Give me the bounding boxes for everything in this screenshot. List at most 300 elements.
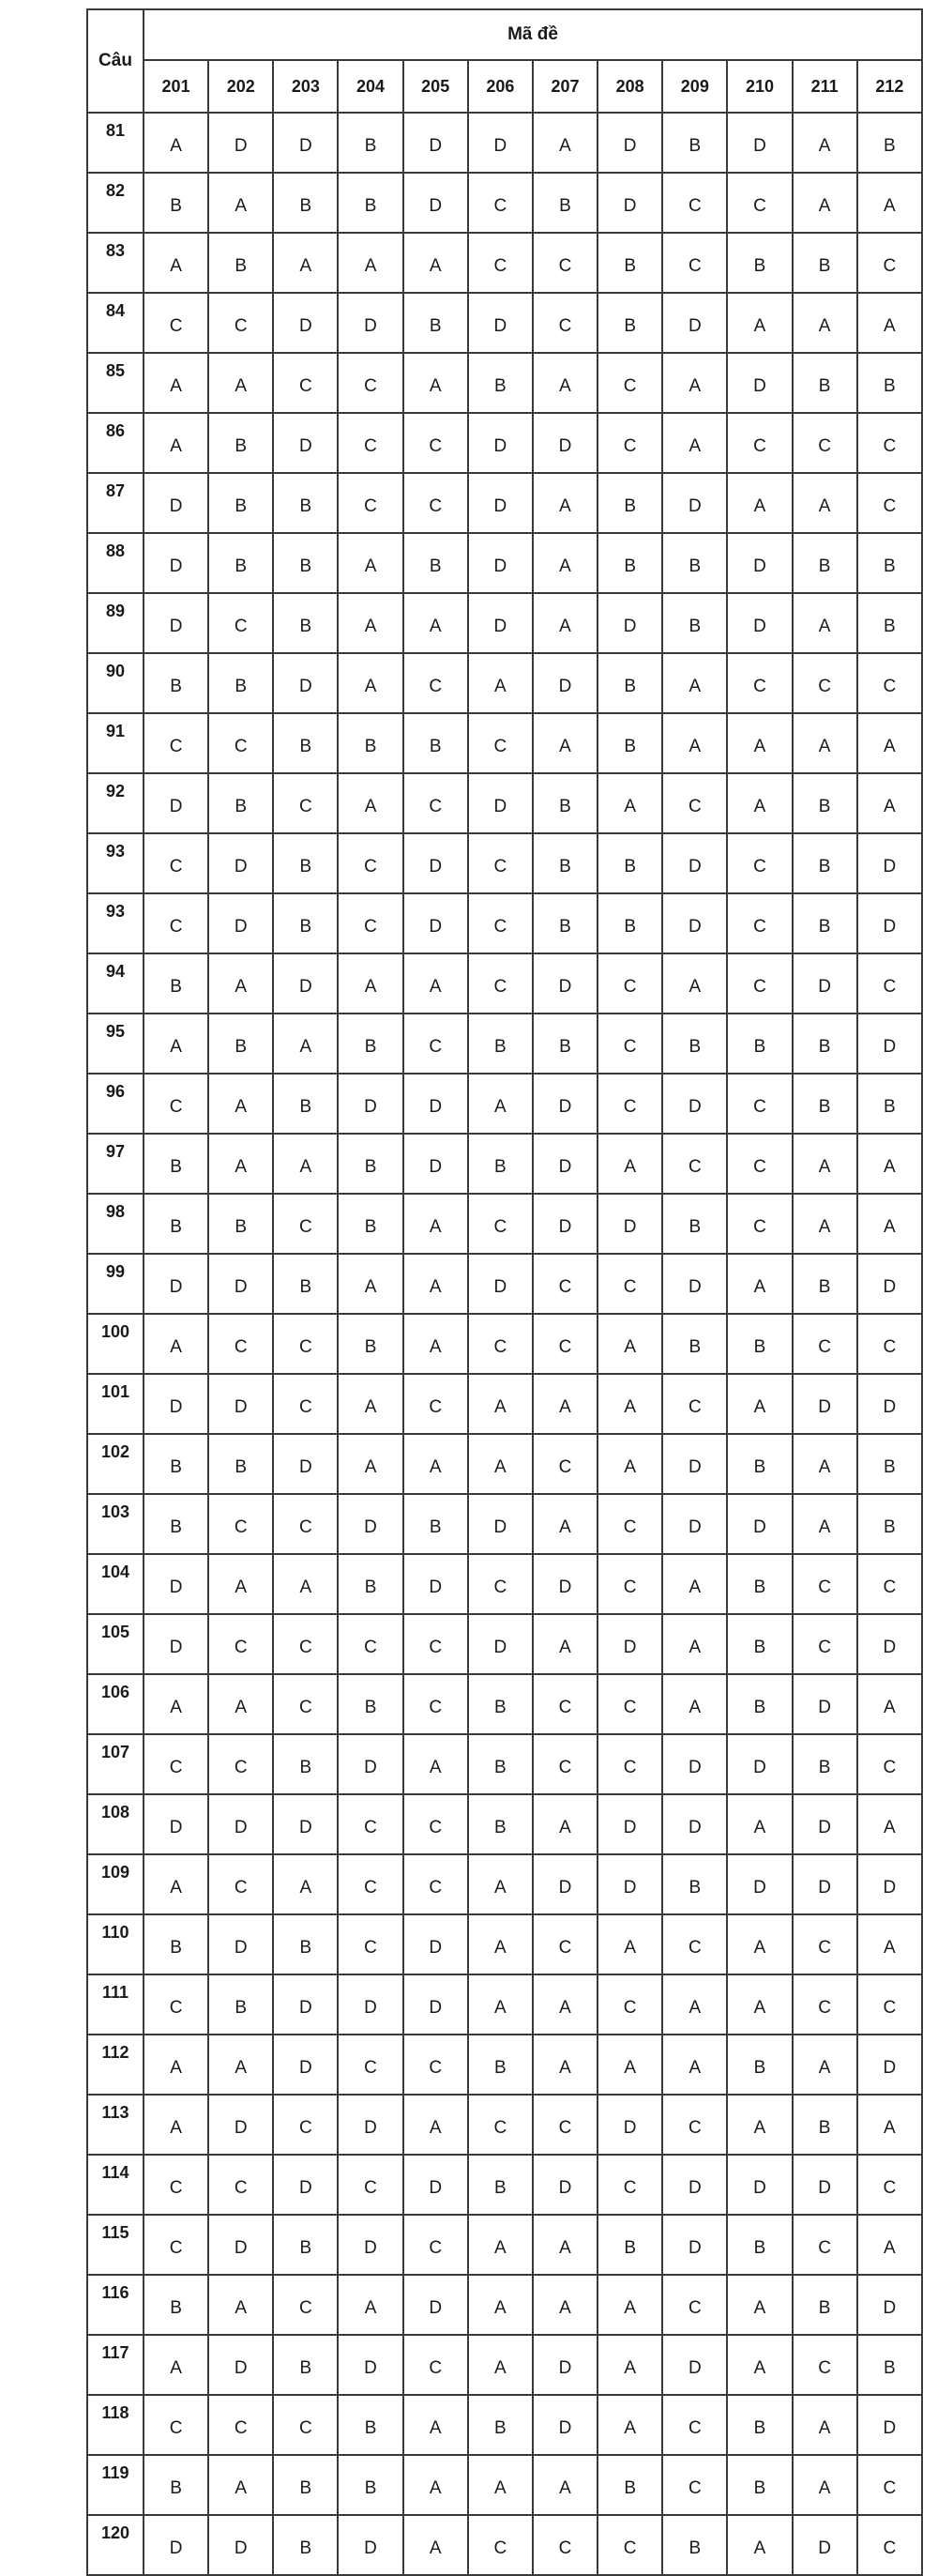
exam-code-header: 208 [598, 60, 662, 113]
answer-cell: B [273, 173, 338, 233]
answer-cell: A [468, 2455, 533, 2515]
answer-cell: D [338, 1494, 402, 1554]
answer-cell: B [403, 713, 468, 773]
answer-cell: A [403, 1194, 468, 1254]
answer-cell: D [857, 2395, 922, 2455]
answer-cell: D [533, 953, 598, 1014]
answer-cell: A [793, 713, 857, 773]
answer-cell: A [338, 2275, 402, 2335]
question-number-cell: 108 [87, 1794, 144, 1854]
answer-cell: A [338, 1374, 402, 1434]
answer-cell: C [403, 773, 468, 833]
answer-cell: D [598, 1794, 662, 1854]
answer-key-table [86, 8, 923, 2576]
answer-cell: D [403, 893, 468, 953]
answer-cell: A [598, 1134, 662, 1194]
answer-cell: D [598, 1614, 662, 1674]
table-row [87, 293, 922, 353]
answer-cell: A [857, 1674, 922, 1734]
header-row-top [87, 9, 922, 60]
answer-cell: C [273, 1194, 338, 1254]
answer-cell: B [468, 1014, 533, 1074]
table-row [87, 773, 922, 833]
answer-cell: A [727, 473, 792, 533]
table-row [87, 2515, 922, 2575]
answer-cell: A [144, 1014, 208, 1074]
answer-cell: C [468, 1554, 533, 1614]
table-row [87, 1374, 922, 1434]
answer-cell: D [793, 953, 857, 1014]
answer-cell: D [662, 1794, 727, 1854]
answer-cell: A [403, 2095, 468, 2155]
answer-cell: A [662, 953, 727, 1014]
answer-cell: B [273, 2515, 338, 2575]
answer-cell: A [662, 713, 727, 773]
answer-cell: D [468, 293, 533, 353]
answer-cell: A [273, 1854, 338, 1914]
answer-cell: B [273, 1734, 338, 1794]
answer-cell: B [727, 1674, 792, 1734]
answer-cell: B [208, 473, 273, 533]
answer-cell: D [533, 1194, 598, 1254]
answer-cell: B [403, 533, 468, 593]
answer-cell: C [857, 1734, 922, 1794]
answer-cell: B [338, 1554, 402, 1614]
answer-cell: B [338, 113, 402, 173]
answer-cell: D [144, 773, 208, 833]
answer-cell: A [857, 2215, 922, 2275]
answer-cell: B [662, 593, 727, 653]
answer-cell: B [144, 173, 208, 233]
answer-cell: B [793, 2275, 857, 2335]
answer-cell: B [793, 1254, 857, 1314]
question-number-cell: 92 [87, 773, 144, 833]
answer-cell: D [727, 113, 792, 173]
answer-cell: C [403, 1854, 468, 1914]
answer-cell: D [727, 533, 792, 593]
answer-cell: C [468, 1314, 533, 1374]
table-row [87, 713, 922, 773]
answer-cell: C [144, 1074, 208, 1134]
answer-cell: C [338, 1614, 402, 1674]
question-number-cell: 95 [87, 1014, 144, 1074]
answer-cell: D [338, 2215, 402, 2275]
answer-cell: C [144, 1734, 208, 1794]
question-number-cell: 107 [87, 1734, 144, 1794]
answer-cell: C [727, 893, 792, 953]
answer-cell: C [662, 233, 727, 293]
answer-cell: C [598, 2515, 662, 2575]
answer-cell: B [144, 1134, 208, 1194]
answer-cell: C [598, 1554, 662, 1614]
question-number-cell: 118 [87, 2395, 144, 2455]
answer-cell: B [662, 533, 727, 593]
answer-cell: B [208, 233, 273, 293]
table-row [87, 2095, 922, 2155]
answer-cell: D [533, 413, 598, 473]
answer-cell: A [793, 293, 857, 353]
table-row [87, 2035, 922, 2095]
answer-cell: C [533, 1734, 598, 1794]
answer-cell: C [468, 2515, 533, 2575]
answer-cell: A [273, 233, 338, 293]
exam-code-header: 203 [273, 60, 338, 113]
answer-cell: B [338, 713, 402, 773]
answer-cell: A [273, 1554, 338, 1614]
answer-cell: A [208, 1074, 273, 1134]
answer-cell: D [144, 533, 208, 593]
answer-cell: D [403, 2155, 468, 2215]
answer-cell: A [533, 1794, 598, 1854]
answer-cell: B [208, 1434, 273, 1494]
answer-cell: A [403, 953, 468, 1014]
answer-cell: A [598, 2035, 662, 2095]
answer-cell: B [533, 773, 598, 833]
answer-cell: C [533, 2095, 598, 2155]
answer-cell: D [208, 2215, 273, 2275]
answer-cell: C [793, 1974, 857, 2035]
table-row [87, 1914, 922, 1974]
answer-cell: B [857, 1434, 922, 1494]
answer-cell: B [273, 2335, 338, 2395]
answer-cell: B [144, 1194, 208, 1254]
answer-cell: C [533, 233, 598, 293]
exam-code-header: 209 [662, 60, 727, 113]
question-number-cell: 114 [87, 2155, 144, 2215]
answer-cell: C [468, 173, 533, 233]
answer-cell: D [793, 2515, 857, 2575]
answer-cell: B [662, 1854, 727, 1914]
answer-cell: C [144, 293, 208, 353]
answer-cell: C [662, 173, 727, 233]
answer-cell: D [857, 1854, 922, 1914]
answer-cell: C [662, 2395, 727, 2455]
answer-cell: A [793, 113, 857, 173]
answer-cell: A [793, 473, 857, 533]
answer-cell: A [598, 2275, 662, 2335]
answer-cell: B [208, 653, 273, 713]
answer-cell: C [144, 2155, 208, 2215]
question-number-cell: 116 [87, 2275, 144, 2335]
answer-cell: C [403, 2215, 468, 2275]
answer-cell: C [598, 1254, 662, 1314]
answer-cell: D [793, 2155, 857, 2215]
question-number-cell: 109 [87, 1854, 144, 1914]
table-row [87, 473, 922, 533]
answer-cell: B [857, 1494, 922, 1554]
answer-cell: C [208, 1614, 273, 1674]
answer-cell: D [144, 473, 208, 533]
answer-cell: D [662, 1254, 727, 1314]
answer-cell: C [857, 2155, 922, 2215]
answer-cell: B [273, 2455, 338, 2515]
question-number-cell: 119 [87, 2455, 144, 2515]
answer-cell: B [662, 1014, 727, 1074]
table-row [87, 1134, 922, 1194]
answer-cell: A [468, 2275, 533, 2335]
answer-cell: B [533, 833, 598, 893]
exam-code-group-header: Mã đề [144, 9, 922, 60]
answer-cell: D [468, 773, 533, 833]
table-row [87, 1734, 922, 1794]
table-row [87, 413, 922, 473]
answer-cell: C [793, 1914, 857, 1974]
answer-cell: A [403, 593, 468, 653]
answer-cell: A [403, 2455, 468, 2515]
answer-cell: A [598, 2395, 662, 2455]
answer-cell: C [857, 2515, 922, 2575]
answer-cell: A [793, 2455, 857, 2515]
answer-cell: C [403, 473, 468, 533]
answer-cell: A [727, 1254, 792, 1314]
answer-cell: C [403, 653, 468, 713]
answer-cell: C [662, 2095, 727, 2155]
answer-cell: D [273, 293, 338, 353]
question-number-cell: 96 [87, 1074, 144, 1134]
answer-cell: B [662, 2515, 727, 2575]
answer-cell: B [793, 1074, 857, 1134]
answer-cell: A [857, 1794, 922, 1854]
answer-cell: D [662, 1434, 727, 1494]
answer-cell: C [273, 2275, 338, 2335]
answer-cell: D [273, 413, 338, 473]
answer-cell: A [857, 1134, 922, 1194]
answer-cell: B [273, 533, 338, 593]
answer-cell: B [533, 1014, 598, 1074]
answer-cell: A [533, 1974, 598, 2035]
answer-cell: A [208, 1674, 273, 1734]
table-row [87, 2215, 922, 2275]
answer-cell: B [857, 1074, 922, 1134]
answer-cell: D [273, 653, 338, 713]
answer-cell: C [338, 893, 402, 953]
answer-cell: D [598, 113, 662, 173]
answer-rows [87, 113, 922, 2575]
answer-cell: B [727, 2035, 792, 2095]
answer-cell: D [533, 2335, 598, 2395]
answer-cell: D [727, 1494, 792, 1554]
answer-cell: C [727, 413, 792, 473]
answer-cell: C [338, 413, 402, 473]
answer-cell: A [533, 473, 598, 533]
table-row [87, 1254, 922, 1314]
table-row [87, 953, 922, 1014]
answer-cell: C [598, 1014, 662, 1074]
table-row [87, 2455, 922, 2515]
exam-code-header: 202 [208, 60, 273, 113]
answer-cell: C [857, 2455, 922, 2515]
answer-cell: C [793, 2335, 857, 2395]
answer-cell: B [338, 2395, 402, 2455]
answer-cell: D [857, 2035, 922, 2095]
answer-cell: A [857, 1914, 922, 1974]
exam-code-header: 204 [338, 60, 402, 113]
answer-cell: D [533, 2155, 598, 2215]
answer-cell: B [857, 533, 922, 593]
table-row [87, 1014, 922, 1074]
answer-cell: B [273, 473, 338, 533]
answer-cell: A [533, 533, 598, 593]
answer-cell: D [338, 2095, 402, 2155]
answer-cell: B [598, 2215, 662, 2275]
answer-cell: B [727, 1314, 792, 1374]
answer-cell: D [533, 1074, 598, 1134]
answer-cell: D [144, 1794, 208, 1854]
table-row [87, 1854, 922, 1914]
answer-cell: D [144, 2515, 208, 2575]
answer-cell: A [403, 353, 468, 413]
answer-cell: B [598, 473, 662, 533]
answer-cell: C [273, 353, 338, 413]
question-number-cell: 117 [87, 2335, 144, 2395]
answer-cell: A [662, 1554, 727, 1614]
answer-cell: C [403, 1614, 468, 1674]
answer-cell: B [727, 2455, 792, 2515]
answer-cell: D [662, 293, 727, 353]
answer-cell: A [468, 1854, 533, 1914]
answer-cell: C [793, 653, 857, 713]
answer-cell: D [857, 1014, 922, 1074]
answer-cell: A [533, 2275, 598, 2335]
answer-cell: A [338, 653, 402, 713]
answer-cell: D [338, 293, 402, 353]
answer-cell: D [403, 173, 468, 233]
answer-cell: C [727, 953, 792, 1014]
answer-cell: A [533, 1494, 598, 1554]
answer-cell: C [533, 1914, 598, 1974]
answer-cell: D [662, 1734, 727, 1794]
answer-cell: D [662, 1074, 727, 1134]
answer-cell: D [273, 1794, 338, 1854]
question-number-cell: 120 [87, 2515, 144, 2575]
answer-cell: D [403, 113, 468, 173]
answer-cell: A [727, 1794, 792, 1854]
answer-cell: A [144, 2335, 208, 2395]
answer-cell: D [338, 1074, 402, 1134]
question-number-cell: 101 [87, 1374, 144, 1434]
answer-cell: B [727, 2395, 792, 2455]
answer-cell: C [144, 1974, 208, 2035]
answer-cell: A [403, 1254, 468, 1314]
answer-cell: A [403, 1434, 468, 1494]
answer-cell: D [338, 2515, 402, 2575]
answer-cell: C [208, 1494, 273, 1554]
exam-code-header: 210 [727, 60, 792, 113]
question-number-cell: 97 [87, 1134, 144, 1194]
question-number-cell: 87 [87, 473, 144, 533]
answer-cell: C [403, 1794, 468, 1854]
table-row [87, 893, 922, 953]
answer-cell: C [403, 413, 468, 473]
answer-cell: A [208, 953, 273, 1014]
answer-cell: A [793, 1194, 857, 1254]
answer-cell: D [208, 1374, 273, 1434]
answer-cell: A [533, 353, 598, 413]
question-number-cell: 83 [87, 233, 144, 293]
answer-cell: A [662, 413, 727, 473]
question-number-cell: 102 [87, 1434, 144, 1494]
table-header [87, 9, 922, 113]
answer-cell: A [857, 713, 922, 773]
answer-cell: A [144, 2035, 208, 2095]
answer-cell: A [727, 2275, 792, 2335]
answer-cell: A [857, 173, 922, 233]
answer-cell: C [144, 893, 208, 953]
answer-cell: C [144, 2395, 208, 2455]
answer-cell: D [857, 2275, 922, 2335]
answer-cell: A [598, 2335, 662, 2395]
answer-cell: C [793, 1614, 857, 1674]
answer-cell: A [144, 1854, 208, 1914]
answer-cell: D [273, 113, 338, 173]
answer-cell: A [208, 2275, 273, 2335]
answer-cell: A [598, 773, 662, 833]
answer-cell: C [598, 413, 662, 473]
answer-cell: A [468, 653, 533, 713]
answer-cell: C [662, 1914, 727, 1974]
answer-cell: A [662, 1674, 727, 1734]
answer-cell: C [208, 2155, 273, 2215]
answer-cell: C [338, 1794, 402, 1854]
answer-cell: B [144, 1494, 208, 1554]
answer-cell: B [727, 233, 792, 293]
answer-cell: C [468, 953, 533, 1014]
answer-cell: D [403, 1134, 468, 1194]
question-number-cell: 93 [87, 893, 144, 953]
answer-cell: A [338, 1434, 402, 1494]
answer-cell: B [468, 1134, 533, 1194]
answer-cell: B [793, 833, 857, 893]
answer-cell: C [468, 833, 533, 893]
table-row [87, 1434, 922, 1494]
answer-cell: C [598, 353, 662, 413]
answer-cell: C [857, 1554, 922, 1614]
answer-cell: A [273, 1134, 338, 1194]
answer-cell: C [533, 1314, 598, 1374]
answer-cell: B [598, 713, 662, 773]
answer-cell: D [533, 1134, 598, 1194]
exam-code-header: 205 [403, 60, 468, 113]
answer-cell: B [338, 1314, 402, 1374]
answer-cell: A [793, 593, 857, 653]
answer-cell: D [208, 2335, 273, 2395]
answer-cell: B [208, 1014, 273, 1074]
answer-cell: D [208, 1254, 273, 1314]
answer-cell: C [662, 2275, 727, 2335]
answer-cell: A [144, 1674, 208, 1734]
answer-cell: D [727, 593, 792, 653]
answer-cell: B [468, 1674, 533, 1734]
answer-cell: A [273, 1014, 338, 1074]
answer-cell: A [533, 593, 598, 653]
answer-cell: D [468, 593, 533, 653]
answer-cell: D [144, 1374, 208, 1434]
answer-cell: B [598, 533, 662, 593]
question-number-cell: 85 [87, 353, 144, 413]
answer-cell: A [338, 953, 402, 1014]
answer-cell: A [533, 713, 598, 773]
answer-cell: C [533, 2515, 598, 2575]
answer-cell: B [144, 1914, 208, 1974]
answer-cell: D [403, 2275, 468, 2335]
answer-cell: B [793, 533, 857, 593]
answer-cell: B [338, 1194, 402, 1254]
table-row [87, 113, 922, 173]
answer-cell: C [857, 953, 922, 1014]
answer-cell: C [727, 1194, 792, 1254]
answer-cell: C [338, 2035, 402, 2095]
answer-cell: A [144, 2095, 208, 2155]
